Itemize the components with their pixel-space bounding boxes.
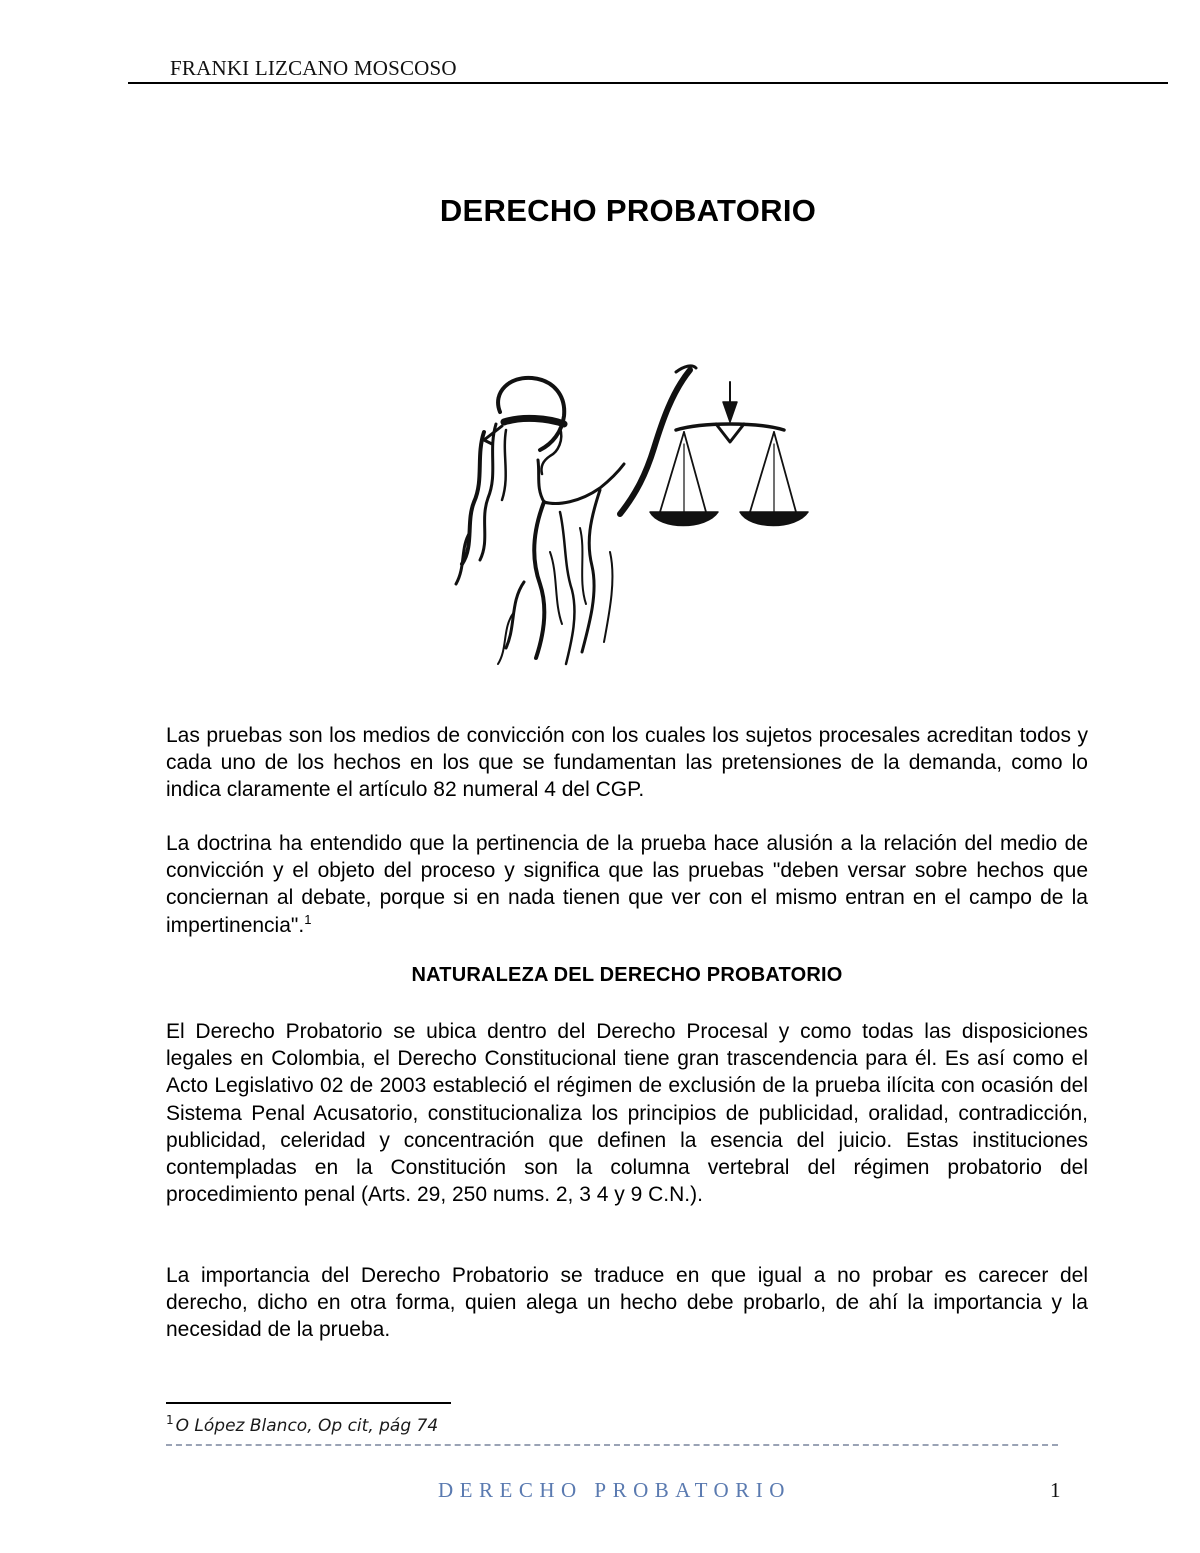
footer-title: DERECHO PROBATORIO [438,1478,791,1502]
paragraph-2 [166,830,1088,939]
paragraph-2-wrapper [166,830,1088,939]
paragraph-4 [166,1262,1088,1344]
header-rule [128,82,1168,84]
footnote-separator [166,1402,451,1404]
paragraph-4-text: La importancia del Derecho Probatorio se traduce en que igual a no probar es carecer del derecho, dicho en otra forma, quien alega un hecho debe probarlo, de ahí la importancia y la necesidad de la prueba. [166,1264,1088,1342]
footnote-1-mark: 1 [166,1413,174,1428]
paragraph-1 [166,722,1088,804]
paragraph-2-text: La doctrina ha entendido que la pertinencia de la prueba hace alusión a la relación del medio de convicción y el objeto del proceso y significa que las pruebas "deben versar sobre hechos que conciernan al debate, porque si en nada tienen que ver con el mismo entran en el campo de la impertinencia". [166,832,1088,937]
footnote-ref-1[interactable]: 1 [304,911,312,927]
paragraph-3-text: El Derecho Probatorio se ubica dentro del Derecho Procesal y como todas las disposiciones legales en Colombia, el Derecho Constitucional tiene gran trascendencia para él. Es así como el Acto Legislativo 02 de 2003 estableció el régimen de exclusión de la prueba ilícita con ocasión del Sistema Penal Acusatorio, constitucionaliza los principios de publicidad, oralidad, contradicción, publicidad, celeridad y concentración que definen la esencia del juicio. Estas instituciones contempladas en la Constitución son la columna vertebral del régimen probatorio del procedimiento penal (Arts. 29, 250 nums. 2, 3 4 y 9 C.N.). [166,1020,1088,1207]
paragraph-3 [166,1018,1088,1208]
section-heading: NATURALEZA DEL DERECHO PROBATORIO [411,964,843,986]
footnote-1 [166,1413,439,1436]
page-number: 1 [1050,1478,1061,1502]
lady-justice-icon [440,352,840,670]
paragraph-1-text: Las pruebas son los medios de convicción con los cuales los sujetos procesales acreditan todos y cada uno de los hechos en los que se fundamentan las pretensiones de la demanda, como lo indica claramente el artículo 82 numeral 4 del CGP. [166,724,1088,802]
footer-dashed-rule [166,1444,1058,1446]
footnote-1-text: O López Blanco, Op cit, pág 74 [175,1416,439,1436]
document-title: DERECHO PROBATORIO [439,193,817,228]
page-header-author: FRANKI LIZCANO MOSCOSO [170,56,457,80]
